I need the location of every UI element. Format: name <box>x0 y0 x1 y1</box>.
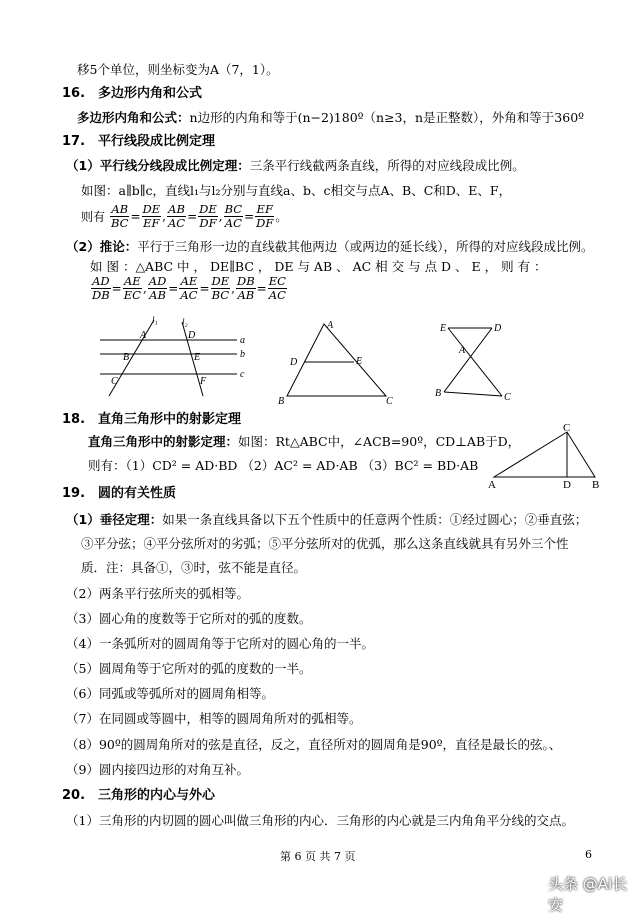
section-17-2-label: （2）推论： <box>66 239 138 254</box>
section-17-title: 17. 平行线段成比例定理 <box>62 134 216 149</box>
label-b: b <box>240 349 245 360</box>
section-19-1c: 质．注：具备①，③时，弦不能是直径。 <box>81 560 307 575</box>
label-a: a <box>240 335 245 346</box>
label-D: D <box>290 357 298 368</box>
fraction: $\frac{AD}{DB}$ <box>92 274 110 302</box>
section-16-label: 多边形内角和公式： <box>77 110 190 125</box>
section-18-label: 直角三角形中的射影定理： <box>88 434 239 449</box>
section-17-2-line <box>66 239 593 255</box>
label-E: E <box>356 356 363 367</box>
fraction: $\frac{AE}{EC}$ <box>123 274 141 302</box>
page-number: 6 <box>585 848 592 861</box>
section-19-8: （8）90º的圆周角所对的弦是直径，反之，直径所对的圆周角是90º，直径是最长的弦。、 <box>66 737 562 752</box>
fraction: $\frac{EF}{DF}$ <box>256 202 274 230</box>
section-16-body <box>77 110 584 126</box>
label-l2: l₂ <box>182 317 188 327</box>
section-19-1-text: 如果一条直线具备以下五个性质中的任意两个性质：①经过圆心；②垂直弦； <box>162 512 588 527</box>
fraction: $\frac{EC}{AC}$ <box>268 274 286 302</box>
fraction: $\frac{BC}{AC}$ <box>224 202 243 230</box>
fraction: $\frac{DE}{BC}$ <box>211 274 230 302</box>
label-D: D <box>563 479 571 491</box>
label-B: B <box>592 479 600 491</box>
section-19-title: 19. 圆的有关性质 <box>62 486 177 501</box>
section-17-2-example: 如 图 ：△ABC 中 ， DE∥BC ， DE 与 AB 、 AC 相 交 与 点 D 、 E ， 则 有 ： <box>90 259 547 274</box>
label-B: B <box>435 388 442 399</box>
section-16-title: 16. 多边形内角和公式 <box>62 86 203 101</box>
section-20-1: （1）三角形的内切圆的圆心叫做三角形的内心．三角形的内心就是三内角角平分线的交点。 <box>66 813 574 828</box>
section-19-6: （6）同弧或等弧所对的圆周角相等。 <box>66 686 274 701</box>
section-17-1-label: （1）平行线分线段成比例定理： <box>66 158 250 173</box>
triangle-de-figure <box>276 316 406 406</box>
label-A: A <box>488 479 496 491</box>
page-footer: 第 6 页 共 7 页 <box>280 850 356 863</box>
fraction: $\frac{DE}{EF}$ <box>142 202 161 230</box>
section-18-formulas: 则有：（1）CD² = AD·BD （2）AC² = AD·AB （3）BC² = BD·AB <box>88 458 479 473</box>
label-C: C <box>386 396 393 406</box>
fraction: $\frac{DE}{DF}$ <box>199 202 217 230</box>
label-E: E <box>194 352 201 363</box>
section-17-1-text: 三条平行线截两条直线，所得的对应线段成比例。 <box>249 158 525 173</box>
section-18-body <box>88 434 520 450</box>
section-19-9: （9）圆内接四边形的对角互补。 <box>66 762 249 777</box>
section-19-1a <box>66 512 587 528</box>
label-A: A <box>459 345 466 356</box>
proportion-equation-1: 则有 $\frac{AB}{BC}$ = $\frac{DE}{EF}$ , $\frac{AB}{AC}$ = $\frac{DE}{DF}$ , $\frac{BC}{AC}$ = $\frac{EF}{DF}$ 。 <box>81 202 288 230</box>
parallel-lines-figure <box>92 312 252 398</box>
carryover-line: 移5个单位，则坐标变为A（7，1）。 <box>77 62 279 77</box>
section-19-5: （5）圆周角等于它所对的弧的度数的一半。 <box>66 661 312 676</box>
fraction: $\frac{AB}{AC}$ <box>167 202 186 230</box>
label-B: B <box>278 396 285 406</box>
section-19-2: （2）两条平行弦所夹的弧相等。 <box>66 586 249 601</box>
label-B: B <box>123 352 130 363</box>
proportion-equation-2: $\frac{AD}{DB}$ = $\frac{AE}{EC}$ , $\frac{AD}{AB}$ = $\frac{AE}{AC}$ = $\frac{DE}{BC}$ , $\frac{DB}{AB}$ = $\frac{EC}{AC}$ <box>92 274 286 302</box>
label-F: F <box>200 376 207 387</box>
section-20-title: 20. 三角形的内心与外心 <box>62 788 216 803</box>
label-D: D <box>188 330 196 341</box>
fraction: $\frac{DB}{AB}$ <box>236 274 255 302</box>
section-18-text: 如图：Rt△ABC中，∠ACB=90º，CD⊥AB于D， <box>238 434 521 449</box>
section-17-1-line <box>66 158 525 174</box>
label-C: C <box>111 376 118 387</box>
section-19-1b: ③平分弦；④平分弦所对的劣弧；⑤平分弦所对的优弧，那么这条直线就具有另外三个性 <box>81 536 569 551</box>
label-c: c <box>240 369 245 380</box>
section-18-title: 18. 直角三角形中的射影定理 <box>62 412 242 427</box>
then-label: 则有 <box>81 210 106 224</box>
butterfly-figure <box>434 318 514 404</box>
label-A: A <box>327 320 334 331</box>
label-E: E <box>440 323 447 334</box>
watermark: 头条 @Ai长安 <box>548 875 628 914</box>
fraction: $\frac{AE}{AC}$ <box>180 274 198 302</box>
section-17-1-example: 如图：a∥b∥c，直线l₁与l₂分别与直线a、b、c相交与点A、B、C和D、E、F， <box>81 183 512 198</box>
label-D: D <box>494 323 502 334</box>
section-16-text: n边形的内角和等于(n−2)180º（n≥3，n是正整数），外角和等于360º <box>189 110 585 125</box>
fraction: $\frac{AD}{AB}$ <box>148 274 167 302</box>
section-19-7: （7）在同圆或等圆中，相等的圆周角所对的弧相等。 <box>66 711 362 726</box>
fraction: $\frac{AB}{BC}$ <box>111 202 129 230</box>
label-l1: l₁ <box>152 315 158 325</box>
section-19-1-label: （1）垂径定理： <box>66 512 163 527</box>
right-triangle-figure <box>482 420 607 492</box>
section-19-4: （4）一条弧所对的圆周角等于它所对的圆心角的一半。 <box>66 636 374 651</box>
label-C: C <box>504 392 511 403</box>
label-A: A <box>140 330 147 341</box>
label-C: C <box>563 422 571 434</box>
section-19-3: （3）圆心角的度数等于它所对的弧的度数。 <box>66 611 312 626</box>
section-17-2-text: 平行于三角形一边的直线截其他两边（或两边的延长线），所得的对应线段成比例。 <box>137 239 594 254</box>
